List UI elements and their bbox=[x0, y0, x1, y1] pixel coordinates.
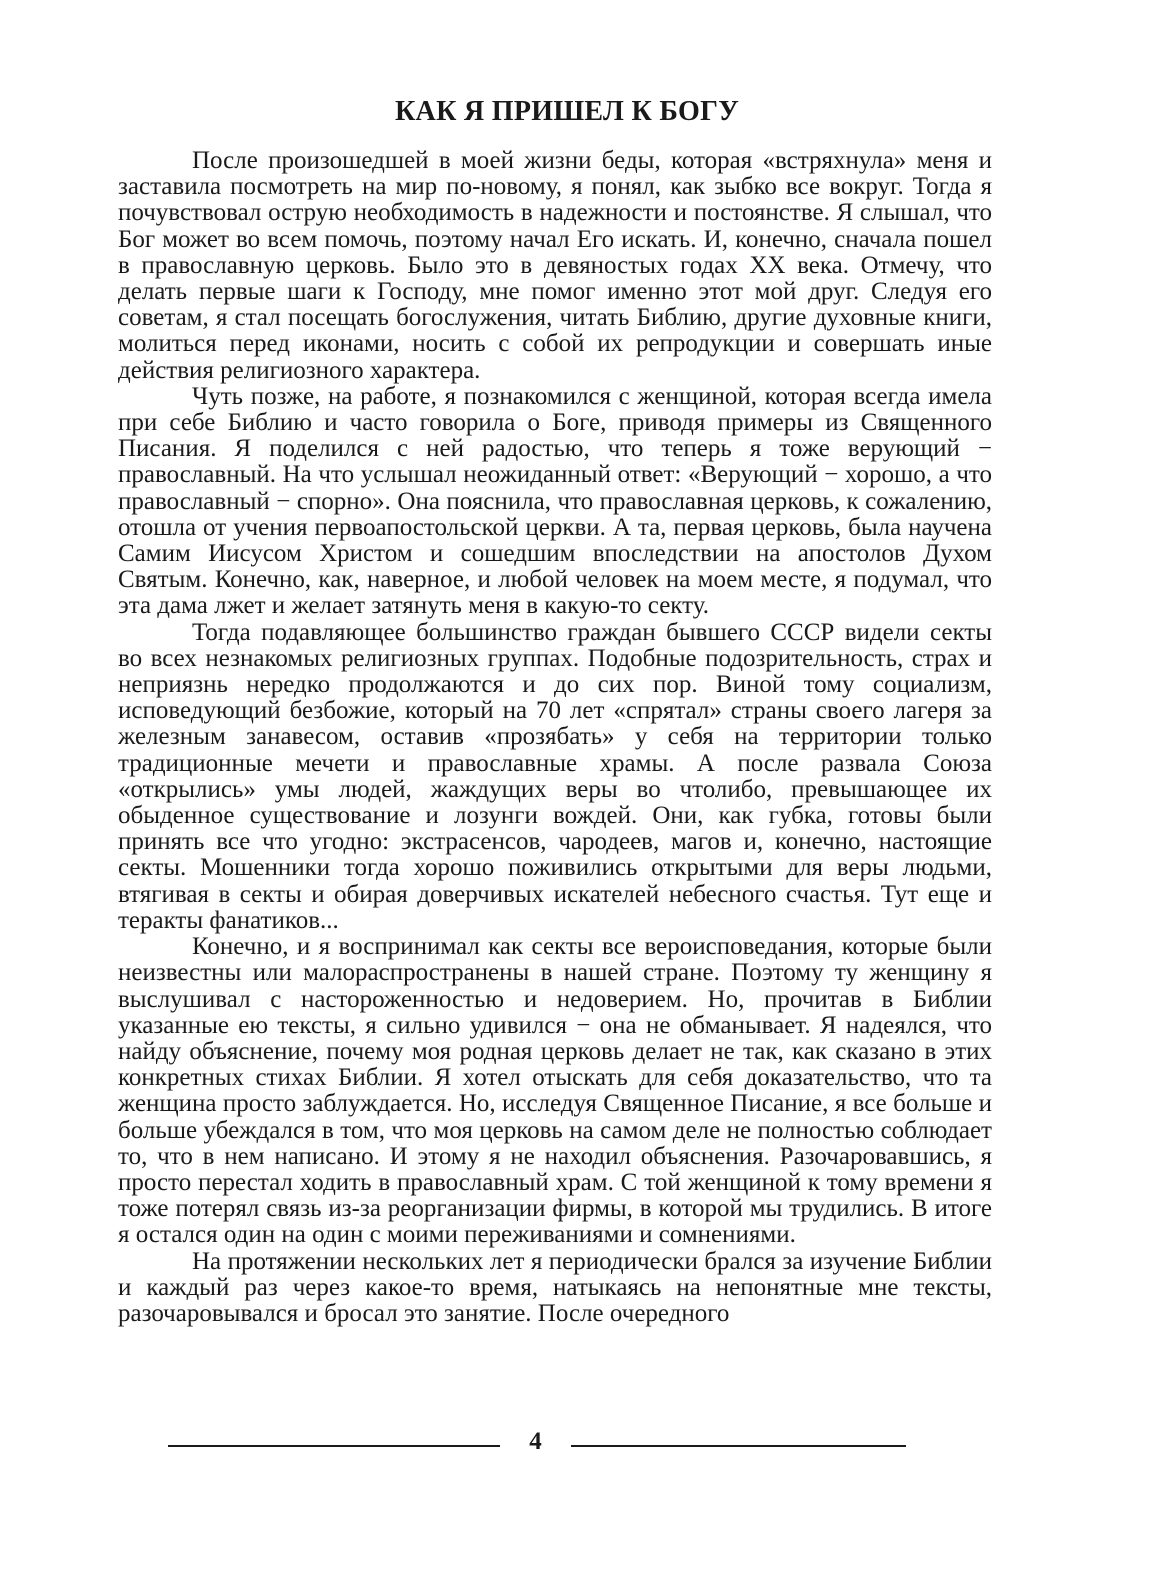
paragraph-2: Чуть позже, на работе, я познакомился с женщиной, которая всегда имела при себе Библию и часто говорила о Боге, приводя примеры из Священного Писания. Я поделился с ней радостью, что теперь я тоже верующий − православный. На что услышал неожиданный ответ: «Верующий − хорошо, а что православный − спорно». Она пояснила, что православная церковь, к сожалению, отошла от учения первоапостольской церкви. А та, первая церковь, была научена Самим Иисусом Христом и сошедшим впоследствии на апостолов Духом Святым. Конечно, как, наверное, и любой человек на моем месте, я подумал, что эта дама лжет и желает затянуть меня в какую-то секту. bbox=[118, 382, 992, 620]
page-number: 4 bbox=[529, 1428, 542, 1455]
chapter-title: КАК Я ПРИШЕЛ К БОГУ bbox=[394, 96, 740, 127]
paragraph-1: После произошедшей в моей жизни беды, которая «встряхнула» меня и заставила посмотреть на мир по-новому, я понял, как зыбко все вокруг. Тогда я почувствовал острую необходимость в надежности и постоянстве. Я слышал, что Бог может во всем помочь, поэтому начал Его искать. И, конечно, сначала пошел в православную церковь. Было это в девяностых годах XX века. Отмечу, что делать первые шаги к Господу, мне помог именно этот мой друг. Следуя его советам, я стал посещать богослужения, читать Библию, другие духовные книги, молиться перед иконами, носить с собой их репродукции и совершать иные действия религиозного характера. bbox=[118, 147, 992, 384]
paragraph-4: Конечно, и я воспринимал как секты все вероисповедания, которые были неизвестны или малораспространены в нашей стране. Поэтому ту женщину я выслушивал с настороженностью и недоверием. Но, прочитав в Библии указанные ею тексты, я сильно удивился − она не обманывает. Я надеялся, что найду объяснение, почему моя родная церковь делает не так, как сказано в этих конкретных стихах Библии. Я хотел отыскать для себя доказательство, что та женщина просто заблуждается. Но, исследуя Священное Писание, я все больше и больше убеждался в том, что моя церковь на самом деле не полностью соблюдает то, что в нем написано. И этому я не находил объяснения. Разочаровавшись, я просто перестал ходить в православный храм. С той женщиной к тому времени я тоже потерял связь из-за реорганизации фирмы, в которой мы трудились. В итоге я остался один на один с моими переживаниями и сомнениями. bbox=[118, 933, 992, 1249]
page-body bbox=[118, 96, 992, 1327]
footer-rule-right bbox=[571, 1445, 906, 1447]
page-footer bbox=[168, 1428, 906, 1458]
paragraph-3: Тогда подавляющее большинство граждан бывшего СССР видели секты во всех незнакомых религиозных группах. Подобные подозрительность, страх и неприязнь нередко продолжаются и до сих пор. Виной тому социализм, исповедующий безбожие, который на 70 лет «спрятал» страны своего лагеря за железным занавесом, оставив «прозябать» у себя на территории только традиционные мечети и православные храмы. А после развала Союза «открылись» умы людей, жаждущих веры во чтолибо, превышающее их обыденное существование и лозунги вождей. Они, как губка, готовы были принять все что угодно: экстрасенсов, чародеев, магов и, конечно, настоящие секты. Мошенники тогда хорошо поживились открытыми для веры людьми, втягивая в секты и обирая доверчивых искателей небесного счастья. Тут еще и теракты фанатиков... bbox=[118, 618, 992, 934]
footer-rule-left bbox=[168, 1445, 500, 1447]
paragraph-5: На протяжении нескольких лет я периодически брался за изучение Библии и каждый раз через какое-то время, натыкаясь на непонятные мне тексты, разочаровывался и бросал это занятие. После очередного bbox=[118, 1247, 992, 1327]
